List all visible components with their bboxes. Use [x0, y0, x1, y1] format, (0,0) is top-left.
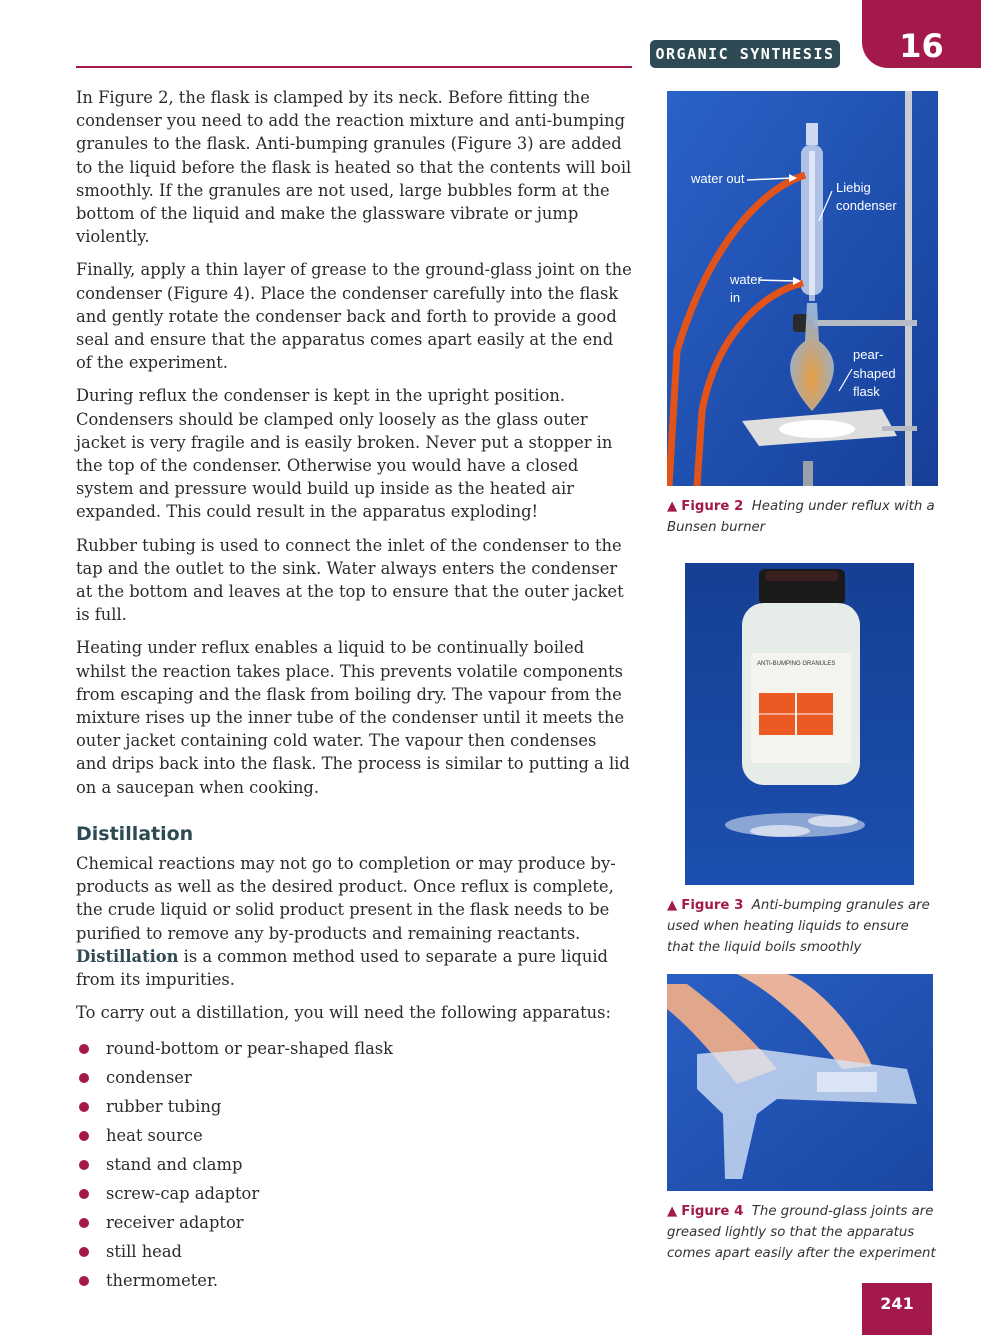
figure-4-photo: [667, 974, 933, 1191]
label-flask-2: shaped: [853, 366, 896, 381]
bullet-icon: [79, 1218, 89, 1228]
figure-3-caption: [667, 895, 939, 958]
apparatus-list: [76, 1034, 632, 1295]
paragraph: In Figure 2, the flask is clamped by its neck. Before fitting the condenser you need to add the reaction mixture and anti-bumping granules to the flask. Anti-bumping granules (Figure 3) are added to the liquid before the flask is heated so that the contents will boil smoothly. If the granules are not used, large bubbles form at the bottom of the liquid and make the glassware vibrate or jump violently.: [76, 88, 632, 247]
list-item-text: condenser: [106, 1068, 192, 1088]
list-item-text: screw-cap adaptor: [106, 1184, 260, 1204]
paragraph: During reflux the condenser is kept in the upright position. Condensers should be clamped only loosely as the glass outer jacket is very fragile and is easily broken. Never put a stopper in the top of the condenser. Otherwise you would have a closed system and pressure would build up inside as the heated air expanded. This could result in the apparatus exploding!: [76, 386, 613, 522]
bullet-icon: [79, 1276, 89, 1286]
figure-2-photo: [667, 91, 938, 486]
paragraph: To carry out a distillation, you will need the following apparatus:: [76, 1003, 611, 1023]
list-item-text: stand and clamp: [106, 1155, 243, 1175]
list-item: [76, 1179, 632, 1208]
triangle-icon: ▲: [667, 1204, 678, 1219]
list-item-text: heat source: [106, 1126, 203, 1146]
jar-label-text: ANTI-BUMPING GRANULES: [757, 661, 836, 667]
main-text-column: [76, 86, 632, 1295]
list-item: [76, 1266, 632, 1295]
bullet-icon: [79, 1131, 89, 1141]
list-item-text: rubber tubing: [106, 1097, 222, 1117]
page-number: 241: [862, 1283, 932, 1335]
figure-label: Figure 2: [681, 499, 744, 514]
caption-text: Anti-bumping granules are used when heating liquids to ensure that the liquid boils smoothly: [667, 898, 930, 955]
label-flask-1: pear-: [853, 347, 884, 362]
caption-text: The ground-glass joints are greased lightly so that the apparatus comes apart easily after the experiment: [667, 1204, 936, 1261]
list-item: [76, 1237, 632, 1266]
bullet-icon: [79, 1044, 89, 1054]
keyword-distillation: Distillation: [76, 946, 179, 966]
figure-4-caption: [667, 1201, 939, 1264]
list-item-text: round-bottom or pear-shaped flask: [106, 1039, 394, 1059]
label-condenser: condenser: [836, 198, 897, 213]
label-water-out: water out: [691, 171, 745, 186]
figure-label: Figure 3: [681, 898, 744, 913]
figure-2-caption: [667, 496, 939, 538]
triangle-icon: ▲: [667, 898, 678, 913]
list-item: [76, 1063, 632, 1092]
figure-3-photo: [685, 563, 914, 885]
label-flask-3: flask: [853, 384, 880, 399]
label-water-in-2: in: [730, 290, 741, 305]
text-run: is a common method used to separate a pure liquid from its impurities.: [76, 946, 608, 989]
list-item-text: still head: [106, 1242, 182, 1262]
paragraph: Rubber tubing is used to connect the inlet of the condenser to the tap and the outlet to the sink. Water always enters the condenser at the bottom and leaves at the top to ensure that the outer jacket is full.: [76, 535, 624, 625]
chapter-title-badge: ORGANIC SYNTHESIS: [650, 40, 840, 68]
bullet-icon: [79, 1102, 89, 1112]
triangle-icon: ▲: [667, 499, 678, 514]
list-item: [76, 1121, 632, 1150]
list-item: [76, 1150, 632, 1179]
figure-label: Figure 4: [681, 1204, 744, 1219]
caption-text: Heating under reflux with a Bunsen burner: [667, 499, 935, 535]
chapter-number-tab: 16: [862, 0, 981, 68]
paragraph: [76, 852, 632, 991]
list-item-text: thermometer.: [106, 1271, 219, 1291]
list-item-text: receiver adaptor: [106, 1213, 244, 1233]
list-item: [76, 1034, 632, 1063]
paragraph: Heating under reflux enables a liquid to be continually boiled whilst the reaction takes place. This prevents volatile components from escaping and the flask from boiling dry. The vapour from the mixture rises up the inner tube of the condenser until it meets the outer jacket containing cold water. The vapour then condenses and drips back into the flask. The process is similar to putting a lid on a saucepan when cooking.: [76, 638, 630, 797]
bullet-icon: [79, 1189, 89, 1199]
label-liebig: Liebig: [836, 180, 871, 195]
header-rule: [76, 66, 632, 68]
list-item: [76, 1092, 632, 1121]
bullet-icon: [79, 1160, 89, 1170]
text-run: Chemical reactions may not go to completion or may produce by-products as well as the desired product. Once reflux is complete, the crude liquid or solid product present in the flask needs to be purified to remove any by-products and remaining reactants.: [76, 853, 616, 943]
label-water-in-1: water: [730, 272, 762, 287]
bullet-icon: [79, 1073, 89, 1083]
list-item: [76, 1208, 632, 1237]
section-heading-distillation: Distillation: [76, 822, 194, 845]
paragraph: Finally, apply a thin layer of grease to the ground-glass joint on the condenser (Figure 4). Place the condenser carefully into the flask and gently rotate the condenser back and forth to provide a good seal and ensure that the apparatus comes apart easily at the end of the experiment.: [76, 260, 632, 373]
bullet-icon: [79, 1247, 89, 1257]
